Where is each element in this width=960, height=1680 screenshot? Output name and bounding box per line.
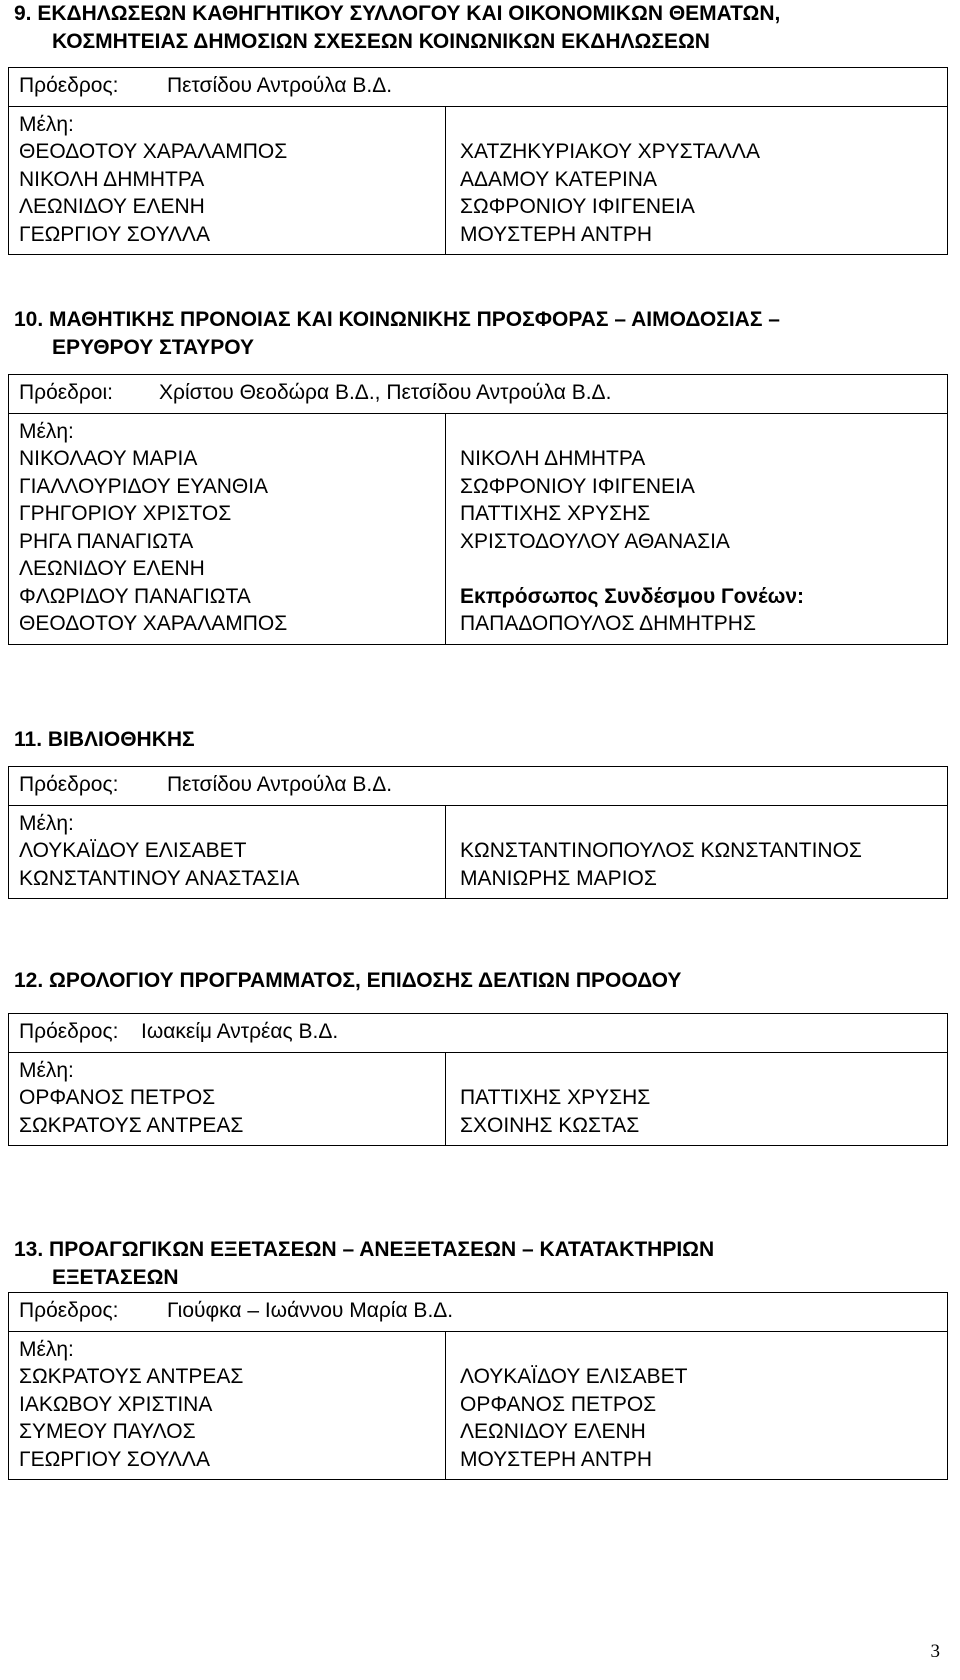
- members-label: Μέλη:: [19, 419, 74, 443]
- member-name: ΠΑΤΤΙΧΗΣ ΧΡΥΣΗΣ: [460, 502, 651, 525]
- members-row: [9, 806, 947, 899]
- member-name: ΘΕΟΔΟΤΟΥ ΧΑΡΑΛΑΜΠΟΣ: [19, 140, 288, 163]
- section-title-line: 13. ΠΡΟΑΓΩΓΙΚΩΝ ΕΞΕΤΑΣΕΩΝ – ΑΝΕΞΕΤΑΣΕΩΝ – ΚΑΤΑΤΑΚΤΗΡΙΩΝ: [14, 1238, 715, 1261]
- members-label: Μέλη:: [19, 1058, 74, 1082]
- member-name: ΠΑΤΤΙΧΗΣ ΧΡΥΣΗΣ: [460, 1086, 651, 1109]
- member-name: ΟΡΦΑΝΟΣ ΠΕΤΡΟΣ: [460, 1392, 657, 1416]
- section-title-line: ΕΞΕΤΑΣΕΩΝ: [52, 1265, 179, 1289]
- president-label: Πρόεδρος:: [19, 74, 119, 97]
- president-name: Πετσίδου Αντρούλα Β.Δ.: [167, 773, 393, 796]
- section-11-table: [8, 766, 948, 899]
- section-9-title: [14, 0, 944, 55]
- member-name: ΟΡΦΑΝΟΣ ΠΕΤΡΟΣ: [19, 1086, 216, 1109]
- member-name: ΛΕΩΝΙΔΟΥ ΕΛΕΝΗ: [460, 1420, 646, 1443]
- section-12-title: [14, 967, 944, 995]
- member-name: ΧΑΤΖΗΚΥΡΙΑΚΟΥ ΧΡΥΣΤΑΛΛΑ: [460, 140, 760, 163]
- member-name: ΓΙΑΛΛΟΥΡΙΔΟΥ ΕΥΑΝΘΙΑ: [19, 474, 269, 498]
- member-name: ΑΔΑΜΟΥ ΚΑΤΕΡΙΝΑ: [460, 167, 657, 191]
- section-title-line: ΕΡΥΘΡΟΥ ΣΤΑΥΡΟΥ: [52, 335, 255, 359]
- member-name: ΡΗΓΑ ΠΑΝΑΓΙΩΤΑ: [19, 529, 194, 553]
- member-name: ΓΕΩΡΓΙΟΥ ΣΟΥΛΛΑ: [19, 222, 210, 246]
- member-name: ΜΟΥΣΤΕΡΗ ΑΝΤΡΗ: [460, 1447, 652, 1471]
- members-label: Μέλη:: [19, 811, 74, 835]
- president-label: Πρόεδροι:: [19, 381, 113, 404]
- member-name: ΣΥΜΕΟΥ ΠΑΥΛΟΣ: [19, 1420, 196, 1443]
- members-right-column: [446, 107, 947, 255]
- section-title-line: 12. ΩΡΟΛΟΓΙΟΥ ΠΡΟΓΡΑΜΜΑΤΟΣ, ΕΠΙΔΟΣΗΣ ΔΕΛΤΙΩΝ ΠΡΟΟΔΟΥ: [14, 969, 682, 992]
- members-left-column: [9, 107, 446, 255]
- president-name: Ιωακείμ Αντρέας Β.Δ.: [141, 1020, 339, 1043]
- section-9-table: [8, 67, 948, 255]
- member-name: ΝΙΚΟΛΗ ΔΗΜΗΤΡΑ: [460, 447, 646, 470]
- member-name: ΛΕΩΝΙΔΟΥ ΕΛΕΝΗ: [19, 195, 205, 218]
- members-row: [9, 1053, 947, 1146]
- president-row: [9, 767, 947, 806]
- member-name: ΜΑΝΙΩΡΗΣ ΜΑΡΙΟΣ: [460, 866, 657, 890]
- member-name: ΝΙΚΟΛΑΟΥ ΜΑΡΙΑ: [19, 447, 198, 470]
- members-label: Μέλη:: [19, 112, 74, 136]
- member-name: ΣΧΟΙΝΗΣ ΚΩΣΤΑΣ: [460, 1113, 640, 1137]
- president-name: Πετσίδου Αντρούλα Β.Δ.: [167, 74, 393, 97]
- president-label: Πρόεδρος:: [19, 773, 119, 796]
- president-row: [9, 1014, 947, 1053]
- members-row: [9, 1332, 947, 1480]
- president-label: Πρόεδρος:: [19, 1020, 119, 1043]
- president-row: [9, 1293, 947, 1332]
- member-name: ΛΕΩΝΙΔΟΥ ΕΛΕΝΗ: [19, 557, 205, 580]
- section-10-table: [8, 374, 948, 645]
- president-name: Χρίστου Θεοδώρα Β.Δ., Πετσίδου Αντρούλα Β.Δ.: [159, 381, 612, 404]
- member-name: ΣΩΦΡΟΝΙΟΥ ΙΦΙΓΕΝΕΙΑ: [460, 195, 695, 218]
- member-name: ΣΩΚΡΑΤΟΥΣ ΑΝΤΡΕΑΣ: [19, 1365, 244, 1388]
- member-name: ΣΩΚΡΑΤΟΥΣ ΑΝΤΡΕΑΣ: [19, 1113, 244, 1137]
- member-name: ΛΟΥΚΑΪΔΟΥ ΕΛΙΣΑΒΕΤ: [460, 1365, 688, 1388]
- president-name: Γιούφκα – Ιωάννου Μαρία Β.Δ.: [167, 1299, 454, 1322]
- president-label: Πρόεδρος:: [19, 1299, 119, 1322]
- section-title-line: 11. ΒΙΒΛΙΟΘΗΚΗΣ: [14, 728, 195, 751]
- members-left-column: [9, 806, 446, 899]
- members-label: Μέλη:: [19, 1337, 74, 1361]
- section-title-line: 10. ΜΑΘΗΤΙΚΗΣ ΠΡΟΝΟΙΑΣ ΚΑΙ ΚΟΙΝΩΝΙΚΗΣ ΠΡΟΣΦΟΡΑΣ – ΑΙΜΟΔΟΣΙΑΣ –: [14, 308, 780, 331]
- members-right-column: [446, 1053, 947, 1146]
- member-name: ΓΕΩΡΓΙΟΥ ΣΟΥΛΛΑ: [19, 1447, 210, 1471]
- members-left-column: [9, 1053, 446, 1146]
- member-name: ΙΑΚΩΒΟΥ ΧΡΙΣΤΙΝΑ: [19, 1392, 213, 1416]
- members-left-column: [9, 1332, 446, 1480]
- page-number: 3: [930, 1641, 940, 1662]
- members-right-column: [446, 806, 947, 899]
- member-name: ΜΟΥΣΤΕΡΗ ΑΝΤΡΗ: [460, 222, 652, 246]
- member-name: ΚΩΝΣΤΑΝΤΙΝΟΠΟΥΛΟΣ ΚΩΝΣΤΑΝΤΙΝΟΣ: [460, 839, 862, 862]
- member-name: ΝΙΚΟΛΗ ΔΗΜΗΤΡΑ: [19, 167, 205, 191]
- members-left-column: [9, 414, 446, 644]
- section-title-line: 9. ΕΚΔΗΛΩΣΕΩΝ ΚΑΘΗΓΗΤΙΚΟΥ ΣΥΛΛΟΓΟΥ ΚΑΙ ΟΙΚΟΝΟΜΙΚΩΝ ΘΕΜΑΤΩΝ,: [14, 2, 781, 25]
- member-name: ΛΟΥΚΑΪΔΟΥ ΕΛΙΣΑΒΕΤ: [19, 839, 247, 862]
- president-row: [9, 375, 947, 414]
- member-name: ΦΛΩΡΙΔΟΥ ΠΑΝΑΓΙΩΤΑ: [19, 584, 251, 608]
- section-13-title: [14, 1236, 944, 1291]
- section-12-table: [8, 1013, 948, 1146]
- member-name: ΣΩΦΡΟΝΙΟΥ ΙΦΙΓΕΝΕΙΑ: [460, 474, 695, 498]
- parents-representative-name: ΠΑΠΑΔΟΠΟΥΛΟΣ ΔΗΜΗΤΡΗΣ: [460, 612, 756, 635]
- members-right-column: [446, 414, 947, 644]
- parents-representative-label: Εκπρόσωπος Συνδέσμου Γονέων:: [460, 584, 805, 608]
- members-row: [9, 414, 947, 644]
- section-10-title: [14, 306, 944, 361]
- section-title-line: ΚΟΣΜΗΤΕΙΑΣ ΔΗΜΟΣΙΩΝ ΣΧΕΣΕΩΝ ΚΟΙΝΩΝΙΚΩΝ ΕΚΔΗΛΩΣΕΩΝ: [52, 29, 710, 53]
- member-name: ΓΡΗΓΟΡΙΟΥ ΧΡΙΣΤΟΣ: [19, 502, 232, 525]
- member-name: ΧΡΙΣΤΟΔΟΥΛΟΥ ΑΘΑΝΑΣΙΑ: [460, 529, 730, 553]
- members-row: [9, 107, 947, 255]
- president-row: [9, 68, 947, 107]
- member-name: ΘΕΟΔΟΤΟΥ ΧΑΡΑΛΑΜΠΟΣ: [19, 612, 288, 635]
- section-13-table: [8, 1292, 948, 1480]
- member-name: ΚΩΝΣΤΑΝΤΙΝΟΥ ΑΝΑΣΤΑΣΙΑ: [19, 866, 300, 890]
- members-right-column: [446, 1332, 947, 1480]
- section-11-title: [14, 726, 944, 754]
